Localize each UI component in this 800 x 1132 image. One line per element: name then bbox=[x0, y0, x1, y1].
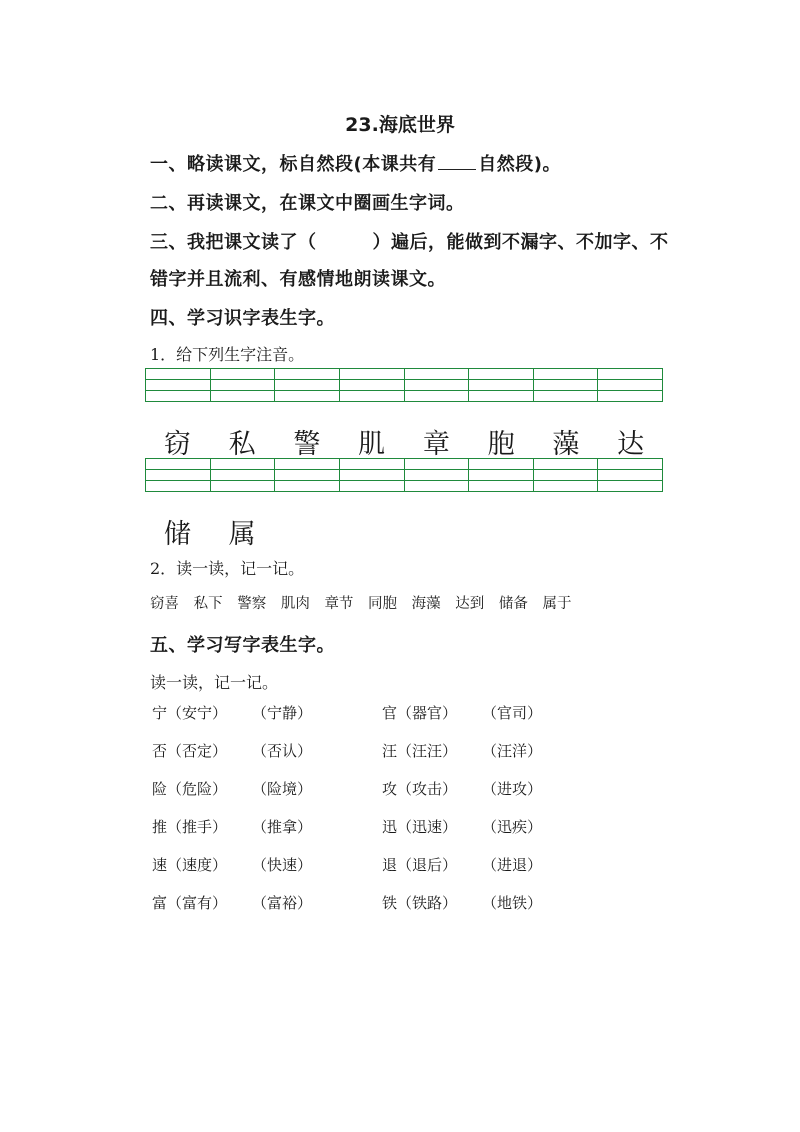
word-pair: 速（速度） bbox=[152, 856, 228, 874]
character: 胞 bbox=[487, 429, 515, 460]
question-4: 四、学习识字表生字。 bbox=[150, 308, 335, 329]
character: 储 bbox=[163, 519, 191, 550]
subquestion-2: 2．读一读，记一记。 bbox=[150, 559, 305, 578]
character: 章 bbox=[422, 429, 450, 460]
word: 储备 bbox=[498, 596, 528, 612]
subquestion-3: 读一读，记一记。 bbox=[150, 673, 279, 692]
character: 警 bbox=[293, 429, 321, 460]
word-pair: （险境） bbox=[252, 780, 313, 798]
word-pair: 铁（铁路） bbox=[382, 894, 458, 912]
word: 肌肉 bbox=[280, 596, 310, 612]
word-pair: 否（否定） bbox=[152, 742, 228, 760]
word: 属于 bbox=[542, 596, 572, 612]
character: 私 bbox=[228, 429, 256, 460]
writing-row bbox=[152, 816, 572, 854]
word-pair: 退（退后） bbox=[382, 856, 458, 874]
character: 达 bbox=[617, 429, 645, 460]
question-1-text-a: 一、略读课文，标自然段(本课共有 bbox=[150, 154, 437, 175]
word-pair: 宁（安宁） bbox=[152, 704, 228, 722]
word: 海藻 bbox=[411, 596, 441, 612]
writing-word-table bbox=[152, 702, 572, 930]
word: 达到 bbox=[455, 596, 485, 612]
word-pair: （进退） bbox=[482, 856, 543, 874]
question-5: 五、学习写字表生字。 bbox=[150, 635, 335, 656]
word-pair: 攻（攻击） bbox=[382, 780, 458, 798]
word: 窃喜 bbox=[150, 596, 179, 612]
question-3-line-2: 错字并且流利、有感情地朗读课文。 bbox=[150, 269, 446, 290]
answer-blank bbox=[438, 155, 476, 170]
word-pair: （宁静） bbox=[252, 704, 313, 722]
subquestion-1: 1．给下列生字注音。 bbox=[150, 345, 305, 364]
character: 窃 bbox=[163, 429, 191, 460]
word: 章节 bbox=[324, 596, 354, 612]
word-pair: （快速） bbox=[252, 856, 313, 874]
word-pair: 汪（汪汪） bbox=[382, 742, 458, 760]
question-2: 二、再读课文，在课文中圈画生字词。 bbox=[150, 193, 465, 214]
character: 藻 bbox=[552, 429, 580, 460]
word: 同胞 bbox=[368, 596, 398, 612]
word: 警察 bbox=[237, 596, 267, 612]
word-pair: 官（器官） bbox=[382, 704, 458, 722]
writing-row bbox=[152, 702, 572, 740]
writing-row bbox=[152, 778, 572, 816]
word-pair: （官司） bbox=[482, 704, 543, 722]
pinyin-grid-2 bbox=[145, 458, 663, 492]
word-pair: （推拿） bbox=[252, 818, 313, 836]
characters-row-1 bbox=[145, 422, 663, 461]
word-pair: （汪洋） bbox=[482, 742, 543, 760]
word-pair: 迅（迅速） bbox=[382, 818, 458, 836]
word-pair: 险（危险） bbox=[152, 780, 228, 798]
character: 肌 bbox=[358, 429, 386, 460]
question-1-text-b: 自然段)。 bbox=[478, 154, 561, 175]
writing-row bbox=[152, 854, 572, 892]
word-pair: 推（推手） bbox=[152, 818, 228, 836]
word-pair: （迅疾） bbox=[482, 818, 543, 836]
word-pair: （地铁） bbox=[482, 894, 543, 912]
question-3-text-a: 三、我把课文读了（ bbox=[150, 232, 317, 253]
pinyin-grid-1 bbox=[145, 368, 663, 402]
question-3 bbox=[150, 228, 669, 254]
writing-row bbox=[152, 740, 572, 778]
word-pair: （否认） bbox=[252, 742, 313, 760]
word-pair: （进攻） bbox=[482, 780, 543, 798]
word-list bbox=[150, 592, 577, 613]
question-1 bbox=[150, 150, 561, 176]
word-pair: 富（富有） bbox=[152, 894, 228, 912]
word: 私下 bbox=[193, 596, 223, 612]
page-title: 23.海底世界 bbox=[345, 114, 455, 136]
word-pair: （富裕） bbox=[252, 894, 313, 912]
question-3-text-b: ）遍后，能做到不漏字、不加字、不 bbox=[372, 232, 669, 253]
characters-row-2 bbox=[145, 512, 663, 551]
character: 属 bbox=[228, 519, 256, 550]
writing-row bbox=[152, 892, 572, 930]
